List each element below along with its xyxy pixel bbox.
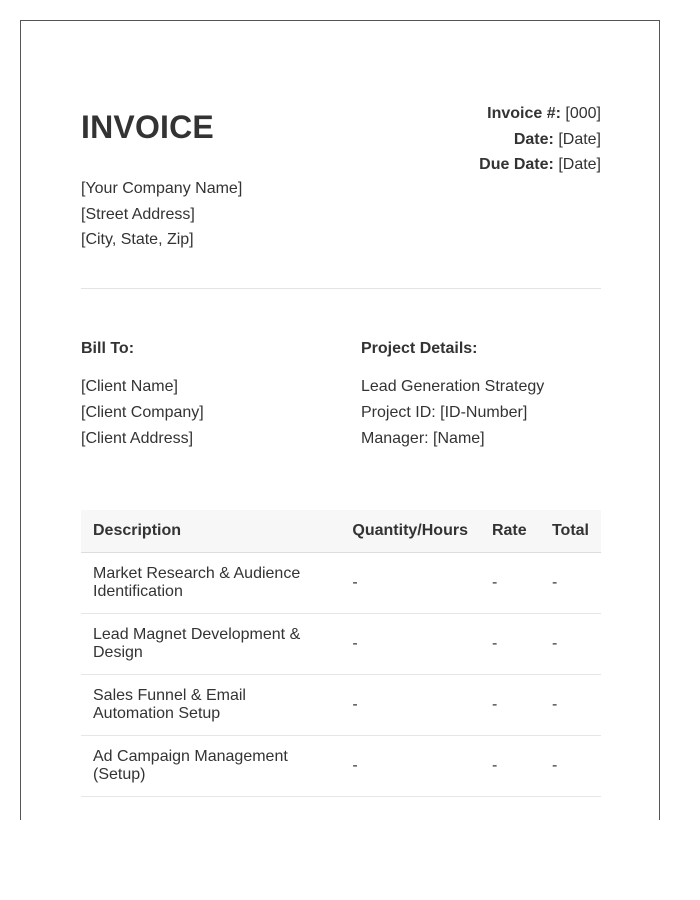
row-quantity: - [340,736,480,797]
client-company: [Client Company] [81,404,204,421]
row-description: Sales Funnel & Email Automation Setup [81,675,340,736]
invoice-title: INVOICE [81,109,214,145]
row-total: - [540,736,601,797]
invoice-meta [479,101,601,178]
row-rate: - [480,614,540,675]
column-header-quantity: Quantity/Hours [340,510,480,553]
invoice-number-value: [000] [565,105,601,122]
invoice-number-row [479,101,601,127]
invoice-number-label: Invoice #: [487,105,561,122]
column-header-rate: Rate [480,510,540,553]
project-name: Lead Generation Strategy [361,378,545,395]
table-row [81,553,601,614]
invoice-date-row [479,127,601,153]
row-quantity: - [340,675,480,736]
invoice-date-value: [Date] [558,130,601,148]
invoice-due-date-row [479,152,601,178]
invoice-due-date-value: [Date] [558,156,601,173]
row-rate: - [480,675,540,736]
row-description: Lead Magnet Development & Design [81,614,340,675]
row-rate: - [480,553,540,614]
row-quantity: - [340,614,480,675]
line-items-table [81,510,601,797]
row-quantity: - [340,553,480,614]
client-address: [Client Address] [81,430,194,447]
table-row [81,614,601,675]
company-city: [City, State, Zip] [81,231,194,248]
row-description: Ad Campaign Management (Setup) [81,736,340,797]
row-total: - [540,614,601,675]
project-details-section [361,339,601,452]
company-name: [Your Company Name] [81,180,243,197]
table-header-row [81,510,601,553]
invoice-page [20,20,660,820]
section-divider [81,288,601,289]
client-name: [Client Name] [81,378,178,395]
bill-to-heading: Bill To: [81,340,135,357]
company-address [81,176,242,253]
row-description: Market Research & Audience Identification [81,553,340,614]
invoice-date-label: Date: [513,130,554,148]
invoice-due-date-label: Due Date: [479,156,554,173]
table-row [81,736,601,797]
row-total: - [540,675,601,736]
project-id: Project ID: [ID-Number] [361,404,528,421]
table-row [81,675,601,736]
column-header-description: Description [81,510,340,553]
company-street: [Street Address] [81,205,195,223]
bill-to-section [81,339,341,452]
row-rate: - [480,736,540,797]
column-header-total: Total [540,510,601,553]
project-manager: Manager: [Name] [361,430,485,447]
project-details-heading: Project Details: [361,340,478,357]
row-total: - [540,553,601,614]
